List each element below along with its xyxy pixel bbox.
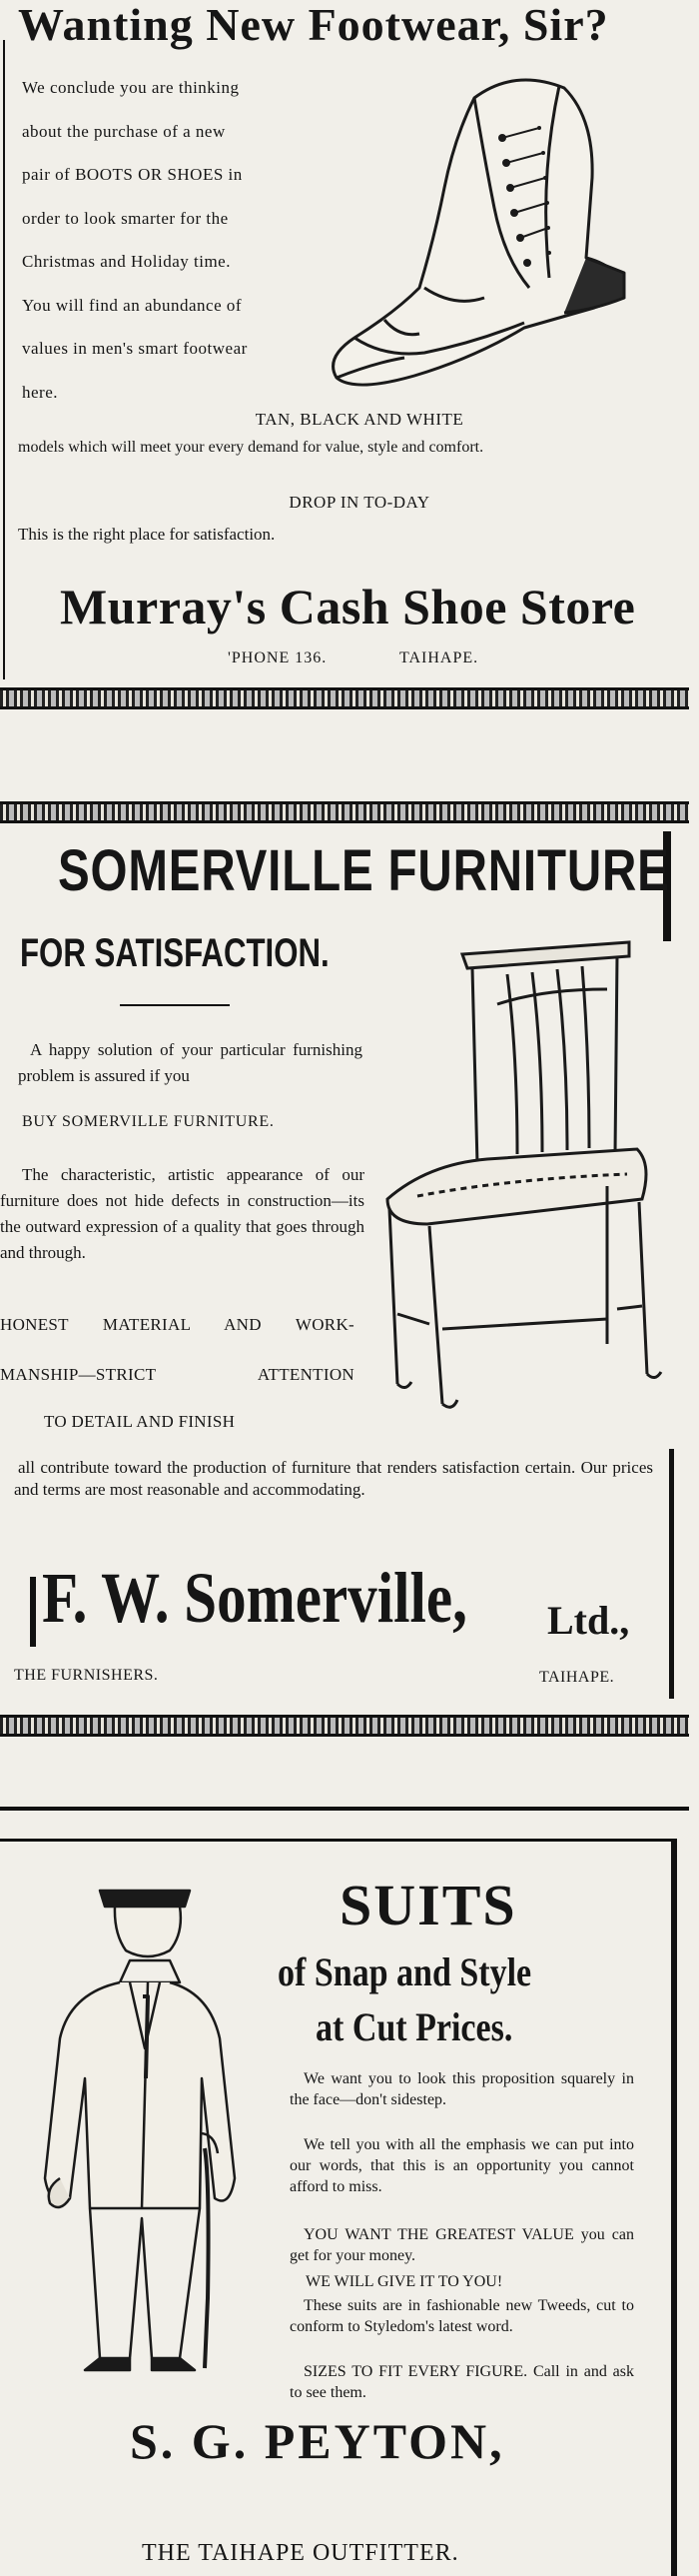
suits-subhead: of Snap and Style (278, 1949, 532, 1994)
boot-illustration (325, 58, 664, 408)
shoe-intro-line: about the purchase of a new (22, 121, 226, 141)
shoe-drop-in: DROP IN TO-DAY (289, 493, 430, 512)
furniture-headline: SOMERVILLE FURNITURE (58, 838, 670, 903)
ornament-bar (30, 1577, 36, 1647)
suits-paragraph: We tell you with all the emphasis we can put into our words, that this is an opportunity you cannot afford to miss. (290, 2136, 634, 2195)
shoe-store-phone: 'PHONE 136. (228, 649, 328, 666)
shoe-models-text: models which will meet your every demand for value, style and comfort. (18, 439, 484, 456)
shoe-store-town: TAIHAPE. (399, 649, 479, 666)
suits-paragraph: We want you to look this proposition squarely in the face—don't sidestep. (290, 2070, 634, 2108)
decorative-border (0, 1715, 689, 1737)
furniture-honest-line: HONEST MATERIAL AND WORK- (0, 1315, 354, 1334)
decorative-border (0, 801, 689, 823)
suits-paragraph: WE WILL GIVE IT TO YOU! (306, 2273, 503, 2290)
shoe-intro-line: Christmas and Holiday time. (22, 252, 231, 271)
furniture-closing: all contribute toward the production of furniture that renders satisfaction certain. Our prices and terms are most reasonable and accommodating. (14, 1458, 653, 1499)
furniture-company-name: F. W. Somerville, (42, 1558, 467, 1638)
top-border-rule (0, 1839, 671, 1842)
shoe-intro-line: here. (22, 382, 59, 402)
furniture-intro: A happy solution of your particular furnishing problem is assured if you (18, 1040, 362, 1085)
shoe-intro-line: We conclude you are thinking (22, 78, 240, 97)
shoe-intro-line: You will find an abundance of (22, 295, 243, 315)
shoe-headline: Wanting New Footwear, Sir? (18, 0, 609, 50)
column-rule (0, 1807, 689, 1811)
shoe-intro-line: values in men's smart footwear (22, 339, 248, 358)
left-border-rule (3, 40, 5, 679)
right-border-rule (669, 1449, 674, 1699)
suits-merchant-name: S. G. PEYTON, (130, 2413, 505, 2469)
shoe-intro-line: pair of BOOTS OR SHOES in (22, 165, 243, 184)
furniture-company-suffix: Ltd., (547, 1598, 630, 1643)
suits-paragraph: YOU WANT THE GREATEST VALUE you can get for your money. (290, 2226, 634, 2264)
furniture-tagline: THE FURNISHERS. (14, 1667, 159, 1684)
furniture-honest-line: TO DETAIL AND FINISH (44, 1412, 236, 1431)
suits-paragraph: SIZES TO FIT EVERY FIGURE. Call in and ask to see them. (290, 2363, 634, 2401)
furniture-subheadline: FOR SATISFACTION. (20, 931, 330, 975)
divider-rule (120, 1004, 230, 1006)
furniture-honest-line: MANSHIP—STRICT ATTENTION (0, 1365, 354, 1384)
right-border-rule (671, 1839, 677, 2576)
shoe-store-name: Murray's Cash Shoe Store (60, 579, 636, 635)
chair-illustration (367, 934, 667, 1414)
suits-paragraph: These suits are in fashionable new Tweeds, cut to conform to Styledom's latest word. (290, 2297, 634, 2335)
furniture-body: The characteristic, artistic appearance of our furniture does not hide defects in construction—its the outward expression of a quality that goes through and through. (0, 1165, 364, 1262)
shoe-intro (22, 66, 332, 414)
furniture-buy-line: BUY SOMERVILLE FURNITURE. (22, 1113, 275, 1130)
furniture-town: TAIHAPE. (539, 1669, 615, 1686)
decorative-border (0, 687, 689, 709)
shoe-intro-line: order to look smarter for the (22, 208, 229, 228)
suits-headline: SUITS (340, 1873, 517, 1937)
shoe-colors-line: TAN, BLACK AND WHITE (255, 410, 464, 429)
suits-merchant-tagline: THE TAIHAPE OUTFITTER. (142, 2540, 459, 2566)
shoe-satisfaction-line: This is the right place for satisfaction. (18, 525, 276, 544)
man-in-suit-illustration (30, 1879, 250, 2378)
suits-subhead: at Cut Prices. (316, 2004, 513, 2049)
